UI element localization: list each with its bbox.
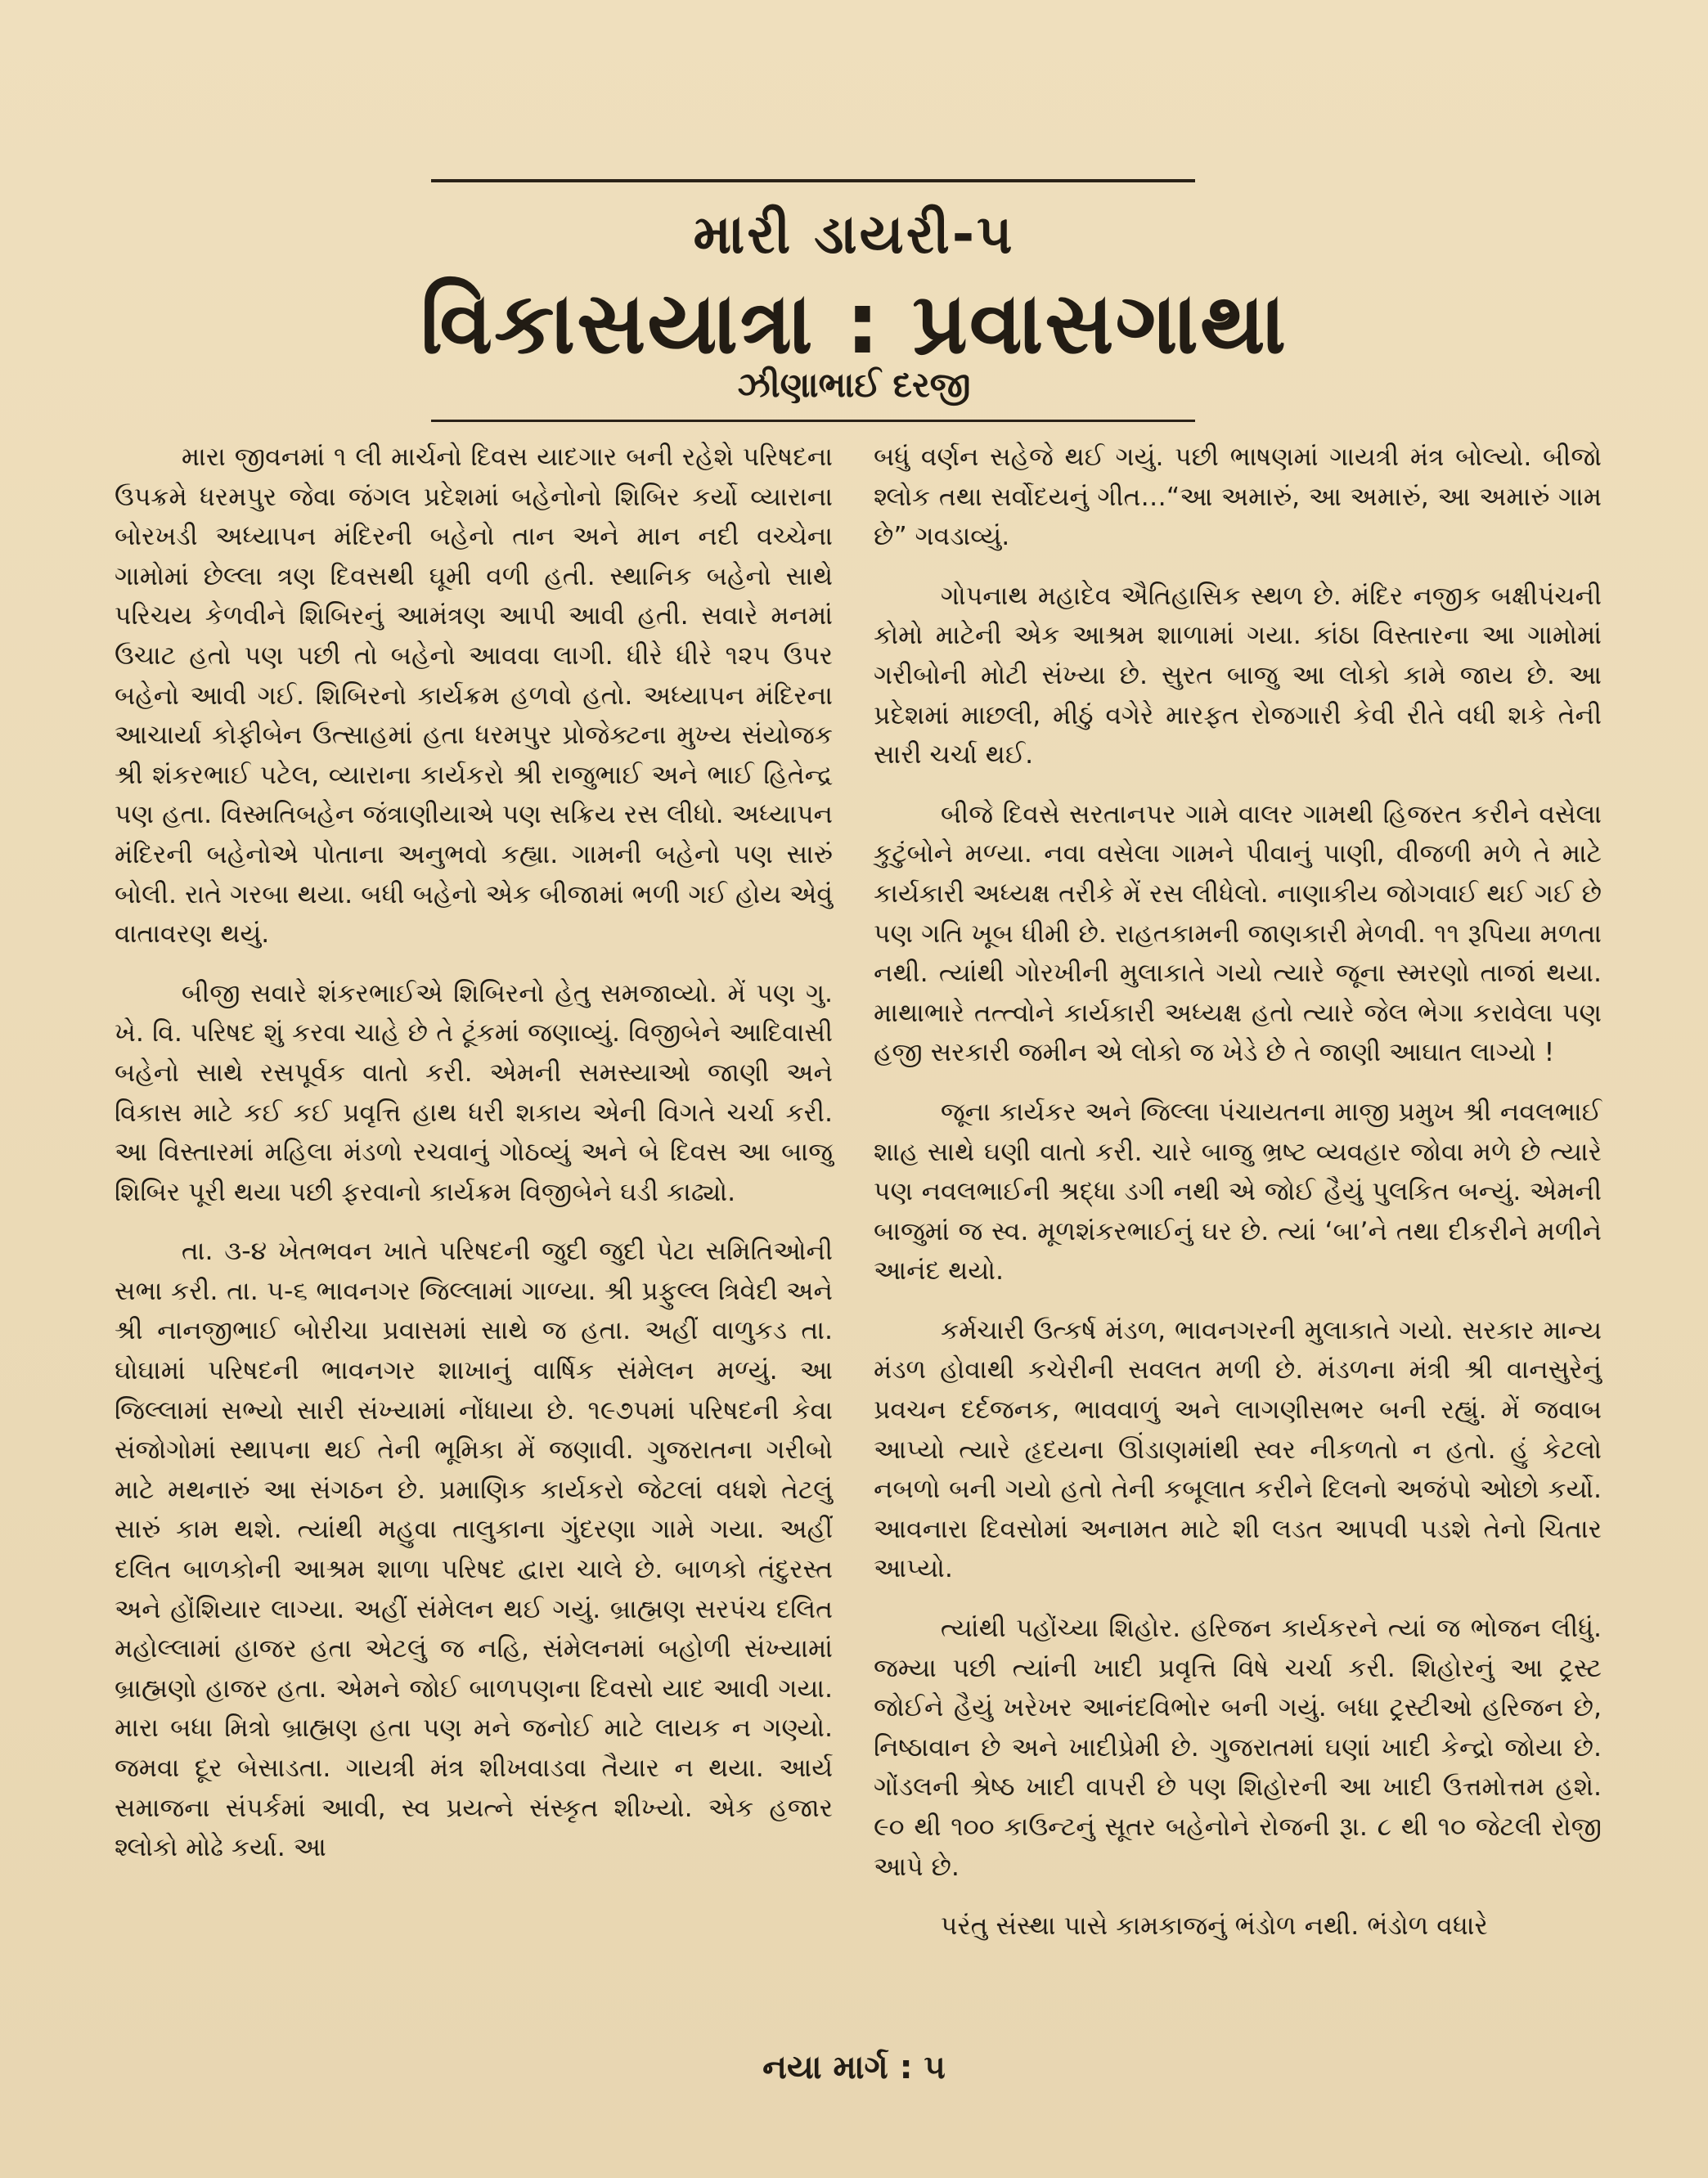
paragraph: જૂના કાર્યકર અને જિલ્લા પંચાયતના માજી પ્રમુખ શ્રી નવલભાઈ શાહ સાથે ઘણી વાતો કરી. ચારે બાજુ ભ્રષ્ટ વ્યવહાર જોવા મળે છે ત્યારે પણ નવલભાઈની શ્રદ્ધા ડગી નથી એ જોઈ હૈયું પુલકિત બન્યું. એમની બાજુમાં જ સ્વ. મૂળશંકરભાઈનું ઘર છે. ત્યાં ‘બા’ને તથા દીકરીને મળીને આનંદ થયો. bbox=[874, 1097, 1602, 1287]
left-column bbox=[115, 438, 833, 1888]
paragraph: બીજી સવારે શંકરભાઈએ શિબિરનો હેતુ સમજાવ્યો. મેં પણ ગુ. ખે. વિ. પરિષદ શું કરવા ચાહે છે તે ટૂંકમાં જણાવ્યું. વિજીબેને આદિવાસી બહેનો સાથે રસપૂર્વક વાતો કરી. એમની સમસ્યાઓ જાણી અને વિકાસ માટે કઈ કઈ પ્રવૃત્તિ હાથ ધરી શકાય એની વિગતે ચર્ચા કરી. આ વિસ્તારમાં મહિલા મંડળો રચવાનું ગોઠવ્યું અને બે દિવસ આ બાજુ શિબિર પૂરી થયા પછી ફરવાનો કાર્યક્રમ વિજીબેને ઘડી કાઢ્યો. bbox=[115, 978, 833, 1207]
article-title: વિકાસયાત્રા : પ્રવાસગાથા bbox=[420, 273, 1288, 373]
series-heading: મારી ડાયરી-૫ bbox=[693, 203, 1015, 266]
paragraph: ત્યાંથી પહોંચ્યા શિહોર. હરિજન કાર્યકરને ત્યાં જ ભોજન લીધું. જમ્યા પછી ત્યાંની ખાદી પ્રવૃત્તિ વિષે ચર્ચા કરી. શિહોરનું આ ટ્રસ્ટ જોઈને હૈયું ખરેખર આનંદવિભોર બની ગયું. બધા ટ્રસ્ટીઓ હરિજન છે, નિષ્ઠાવાન છે અને ખાદીપ્રેમી છે. ગુજરાતમાં ઘણાં ખાદી કેન્દ્રો જોયા છે. ગોંડલની શ્રેષ્ઠ ખાદી વાપરી છે પણ શિહોરની આ ખાદી ઉત્તમોત્તમ હશે. ૯૦ થી ૧૦૦ કાઉન્ટનું સૂતર બહેનોને રોજની રૂા. ૮ થી ૧૦ જેટલી રોજી આપે છે. bbox=[874, 1614, 1602, 1882]
paragraph: પરંતુ સંસ્થા પાસે કામકાજનું ભંડોળ નથી. ભંડોળ વધારે bbox=[940, 1911, 1488, 1942]
paragraph: બીજે દિવસે સરતાનપર ગામે વાલર ગામથી હિજરત કરીને વસેલા કુટુંબોને મળ્યા. નવા વસેલા ગામને પીવાનું પાણી, વીજળી મળે તે માટે કાર્યકારી અધ્યક્ષ તરીકે મેં રસ લીધેલો. નાણાકીય જોગવાઈ થઈ ગઈ છે પણ ગતિ ખૂબ ધીમી છે. રાહતકામની જાણકારી મેળવી. ૧૧ રૂપિયા મળતા નથી. ત્યાંથી ગોરખીની મુલાકાતે ગયો ત્યારે જૂના સ્મરણો તાજાં થયા. માથાભારે તત્ત્વોને કાર્યકારી અધ્યક્ષ હતો ત્યારે જેલ ભેગા કરાવેલા પણ હજી સરકારી જમીન એ લોકો જ ખેડે છે તે જાણી આઘાત લાગ્યો ! bbox=[874, 799, 1602, 1068]
paragraph: ગોપનાથ મહાદેવ ઐતિહાસિક સ્થળ છે. મંદિર નજીક બક્ષીપંચની કોમો માટેની એક આશ્રમ શાળામાં ગયા. કાંઠા વિસ્તારના આ ગામોમાં ગરીબોની મોટી સંખ્યા છે. સુરત બાજુ આ લોકો કામે જાય છે. આ પ્રદેશમાં માછલી, મીઠું વગેરે મારફત રોજગારી કેવી રીતે વધી શકે તેની સારી ચર્ચા થઈ. bbox=[874, 581, 1602, 770]
top-rule bbox=[431, 179, 1195, 182]
paragraph: તા. ૩-૪ ખેતભવન ખાતે પરિષદની જુદી જુદી પેટા સમિતિઓની સભા કરી. તા. ૫-૬ ભાવનગર જિલ્લામાં ગાળ્યા. શ્રી પ્રફુલ્લ ત્રિવેદી અને શ્રી નાનજીભાઈ બોરીચા પ્રવાસમાં સાથે જ હતા. અહીં વાળુકડ તા. ઘોઘામાં પરિષદની ભાવનગર શાખાનું વાર્ષિક સંમેલન મળ્યું. આ જિલ્લામાં સભ્યો સારી સંખ્યામાં નોંધાયા છે. ૧૯૭૫માં પરિષદની કેવા સંજોગોમાં સ્થાપના થઈ તેની ભૂમિકા મેં જણાવી. ગુજરાતના ગરીબો માટે મથનારું આ સંગઠન છે. પ્રમાણિક કાર્યકરો જેટલાં વધશે તેટલું સારું કામ થશે. ત્યાંથી મહુવા તાલુકાના ગુંદરણા ગામે ગયા. અહીં દલિત બાળકોની આશ્રમ શાળા પરિષદ દ્વારા ચાલે છે. બાળકો તંદુરસ્ત અને હોંશિયાર લાગ્યા. અહીં સંમેલન થઈ ગયું. બ્રાહ્મણ સરપંચ દલિત મહોલ્લામાં હાજર હતા એટલું જ નહિ, સંમેલનમાં બહોળી સંખ્યામાં બ્રાહ્મણો હાજર હતા. એમને જોઈ બાળપણના દિવસો યાદ આવી ગયા. મારા બધા મિત્રો બ્રાહ્મણ હતા પણ મને જનોઈ માટે લાયક ન ગણ્યો. જમવા દૂર બેસાડતા. ગાયત્રી મંત્ર શીખવાડવા તૈયાર ન થયા. આર્ય સમાજના સંપર્કમાં આવી, સ્વ પ્રયત્ને સંસ્કૃત શીખ્યો. એક હજાર શ્લોકો મોઢે કર્યા. આ bbox=[115, 1237, 833, 1863]
author-name: ઝીણાભાઈ દરજી bbox=[737, 365, 971, 405]
paragraph: કર્મચારી ઉત્કર્ષ મંડળ, ભાવનગરની મુલાકાતે ગયો. સરકાર માન્ય મંડળ હોવાથી કચેરીની સવલત મળી છે. મંડળના મંત્રી શ્રી વાનસુરેનું પ્રવચન દર્દજનક, ભાવવાળું અને લાગણીસભર બની રહ્યું. મેં જવાબ આપ્યો ત્યારે હૃદયના ઊંડાણમાંથી સ્વર નીકળતો ન હતો. હું કેટલો નબળો બની ગયો હતો તેની કબૂલાત કરીને દિલનો અજંપો ઓછો કર્યો. આવનારા દિવસોમાં અનામત માટે શી લડત આપવી પડશે તેનો ચિતાર આપ્યો. bbox=[874, 1315, 1602, 1584]
header-rule bbox=[431, 420, 1195, 422]
paragraph: બધું વર્ણન સહેજે થઈ ગયું. પછી ભાષણમાં ગાયત્રી મંત્ર બોલ્યો. બીજો શ્લોક તથા સર્વોદયનું ગીત…“આ અમારું, આ અમારું, આ અમારું ગામ છે” ગવડાવ્યું. bbox=[874, 442, 1602, 552]
right-column bbox=[874, 438, 1602, 1966]
paragraph: મારા જીવનમાં ૧ લી માર્ચનો દિવસ યાદગાર બની રહેશે પરિષદના ઉપક્રમે ધરમપુર જેવા જંગલ પ્રદેશમાં બહેનોનો શિબિર કર્યો વ્યારાના બોરખડી અધ્યાપન મંદિરની બહેનો તાન અને માન નદી વચ્ચેના ગામોમાં છેલ્લા ત્રણ દિવસથી ઘૂમી વળી હતી. સ્થાનિક બહેનો સાથે પરિચય કેળવીને શિબિરનું આમંત્રણ આપી આવી હતી. સવારે મનમાં ઉચાટ હતો પણ પછી તો બહેનો આવવા લાગી. ધીરે ધીરે ૧૨૫ ઉપર બહેનો આવી ગઈ. શિબિરનો કાર્યક્રમ હળવો હતો. અધ્યાપન મંદિરના આચાર્યા કોફીબેન ઉત્સાહમાં હતા ધરમપુર પ્રોજેક્ટના મુખ્ય સંયોજક શ્રી શંકરભાઈ પટેલ, વ્યારાના કાર્યકરો શ્રી રાજુભાઈ અને ભાઈ હિતેન્દ્ર પણ હતા. વિસ્મતિબહેન જંત્રાણીયાએ પણ સક્રિય રસ લીધો. અધ્યાપન મંદિરની બહેનોએ પોતાના અનુભવો કહ્યા. ગામની બહેનો પણ સારું બોલી. રાતે ગરબા થયા. બધી બહેનો એક બીજામાં ભળી ગઈ હોય એવું વાતાવરણ થયું. bbox=[115, 442, 833, 950]
page-footer: નયા માર્ગ : ૫ bbox=[762, 2049, 946, 2086]
